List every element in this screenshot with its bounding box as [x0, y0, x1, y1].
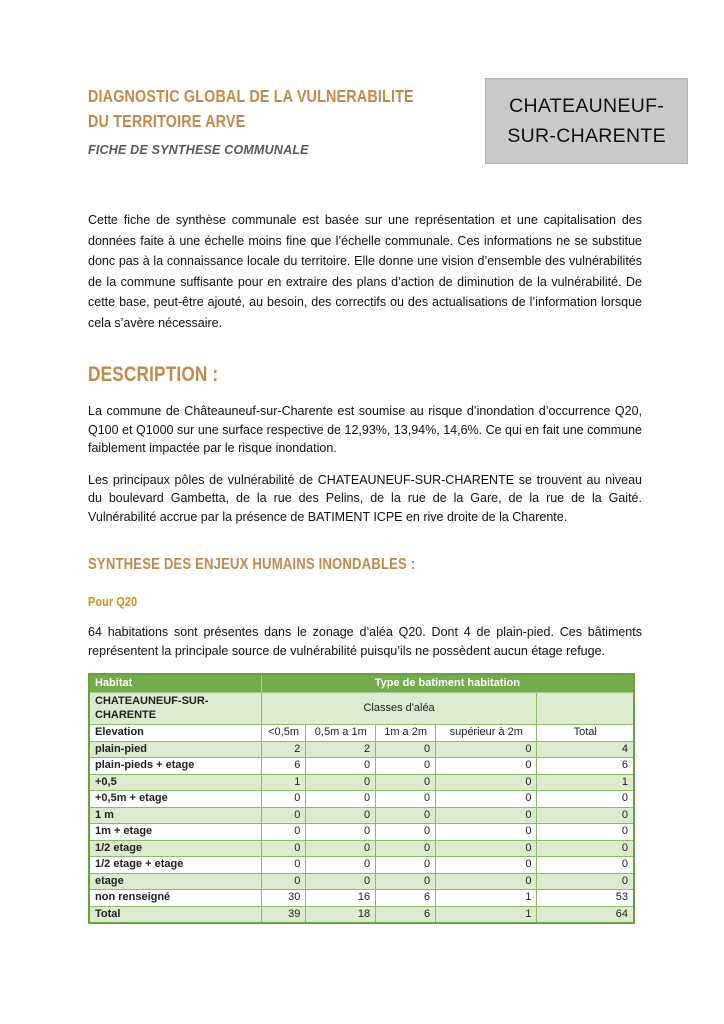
cell-value: 0 [537, 840, 634, 857]
cell-value: 64 [537, 906, 634, 923]
col-header-cell: supérieur à 2m [436, 725, 537, 742]
row-label: 1m + etage [89, 824, 261, 841]
table-row [89, 791, 634, 808]
cell-value: 0 [261, 840, 306, 857]
col-header-cell: 1m a 2m [376, 725, 436, 742]
cell-value: 0 [306, 774, 376, 791]
cell-value: 0 [261, 791, 306, 808]
commune-name-box: CHATEAUNEUF-SUR-CHARENTE [485, 78, 688, 164]
habitat-table-body [89, 674, 634, 923]
row-label: +0,5 [89, 774, 261, 791]
cell-value: 0 [261, 824, 306, 841]
empty-cell [537, 693, 634, 725]
synthese-heading [88, 556, 724, 574]
row-label: 1 m [89, 807, 261, 824]
cell-value: 0 [436, 758, 537, 775]
row-label: plain-pied [89, 741, 261, 758]
row-label: plain-pieds + etage [89, 758, 261, 775]
cell-value: 0 [376, 758, 436, 775]
row-label: non renseigné [89, 890, 261, 907]
cell-value: 0 [261, 857, 306, 874]
cell-value: 0 [436, 807, 537, 824]
cell-value: 0 [261, 873, 306, 890]
cell-value: 0 [376, 857, 436, 874]
document-title [88, 84, 414, 134]
habitat-table [88, 673, 635, 924]
cell-value: 0 [306, 857, 376, 874]
table-row [89, 758, 634, 775]
table-header-row [89, 674, 634, 693]
cell-value: 39 [261, 906, 306, 923]
col-header-cell: Total [537, 725, 634, 742]
cell-value: 0 [306, 873, 376, 890]
cell-value: 0 [436, 791, 537, 808]
cell-value: 0 [376, 791, 436, 808]
title-block [88, 78, 485, 157]
table-row [89, 906, 634, 923]
cell-value: 0 [436, 840, 537, 857]
cell-value: 1 [436, 906, 537, 923]
cell-value: 2 [306, 741, 376, 758]
cell-value: 0 [306, 824, 376, 841]
table-row [89, 741, 634, 758]
table-row [89, 807, 634, 824]
cell-value: 0 [306, 758, 376, 775]
cell-value: 0 [376, 774, 436, 791]
cell-value: 0 [436, 741, 537, 758]
description-paragraph-1: La commune de Châteauneuf-sur-Charente est soumise au risque d’inondation d’occurrence Q20, Q100 et Q1000 sur une surface respective de 12,93%, 13,94%, 14,6%. Ce qui en fait une commune faiblement impactée par le risque inondation. [88, 404, 642, 455]
cell-value: 0 [537, 824, 634, 841]
cell-value: 0 [436, 857, 537, 874]
col-header-cell: <0,5m [261, 725, 306, 742]
table-row [89, 824, 634, 841]
cell-value: 1 [261, 774, 306, 791]
row-label: +0,5m + etage [89, 791, 261, 808]
pour-q20-subheading [88, 594, 724, 609]
row-label: etage [89, 873, 261, 890]
cell-value: 0 [376, 873, 436, 890]
commune-row [89, 693, 634, 725]
cell-value: 16 [306, 890, 376, 907]
elevation-label-cell: Elevation [89, 725, 261, 742]
cell-value: 4 [537, 741, 634, 758]
cell-value: 0 [537, 857, 634, 874]
cell-value: 6 [261, 758, 306, 775]
cell-value: 0 [436, 873, 537, 890]
synthese-paragraph: 64 habitations sont présentes dans le zonage d’aléa Q20. Dont 4 de plain-pied. Ces bâtiments représentent la principale source de vulnérabilité puisqu’ils ne possèdent aucun étage refuge. [88, 625, 642, 658]
cell-value: 0 [436, 824, 537, 841]
classes-alea-cell: Classes d'aléa [261, 693, 537, 725]
cell-value: 0 [261, 807, 306, 824]
document-title-line1: DIAGNOSTIC GLOBAL DE LA VULNERABILITE [88, 86, 414, 106]
cell-value: 0 [376, 807, 436, 824]
cell-value: 0 [537, 807, 634, 824]
description-heading [88, 363, 724, 387]
cell-value: 6 [376, 906, 436, 923]
cell-value: 6 [537, 758, 634, 775]
document-title-line2: DU TERRITOIRE ARVE [88, 111, 246, 131]
table-row [89, 890, 634, 907]
cell-value: 6 [376, 890, 436, 907]
intro-paragraph: Cette fiche de synthèse communale est basée sur une représentation et une capitalisation des données faite à une échelle moins fine que l’échelle communale. Ces informations ne se substitue donc pas à la connaissance locale du territoire. Elle donne une vision d’ensemble des vulnérabilités de la commune suffisante pour en extraire des plans d’action de diminution de la vulnérabilité. De cette base, peut-être ajouté, au besoin, des correctifs ou des actualisations de l’information lorsque cela s’avère nécessaire. [88, 213, 642, 330]
table-row [89, 774, 634, 791]
cell-value: 0 [537, 873, 634, 890]
row-label: Total [89, 906, 261, 923]
cell-value: 0 [376, 840, 436, 857]
row-label: 1/2 etage [89, 840, 261, 857]
cell-value: 0 [306, 791, 376, 808]
commune-cell: CHATEAUNEUF-SUR-CHARENTE [89, 693, 261, 725]
synthese-heading-text: SYNTHESE DES ENJEUX HUMAINS INONDABLES : [88, 556, 416, 573]
cell-value: 0 [306, 840, 376, 857]
cell-value: 0 [376, 741, 436, 758]
cell-value: 53 [537, 890, 634, 907]
cell-value: 18 [306, 906, 376, 923]
page-header [0, 0, 724, 164]
cell-value: 2 [261, 741, 306, 758]
cell-value: 1 [537, 774, 634, 791]
cell-value: 0 [376, 824, 436, 841]
cell-value: 0 [436, 774, 537, 791]
document-subtitle: FICHE DE SYNTHESE COMMUNALE [88, 143, 309, 157]
description-heading-text: DESCRIPTION : [88, 363, 219, 386]
row-label: 1/2 etage + etage [89, 857, 261, 874]
description-paragraph-2: Les principaux pôles de vulnérabilité de CHATEAUNEUF-SUR-CHARENTE se trouvent au niveau du boulevard Gambetta, de la rue des Pelins, de la rue de la Gare, de la rue de la Gaité. Vulnérabilité accrue par la présence de BATIMENT ICPE en rive droite de la Charente. [88, 472, 642, 524]
cell-value: 0 [537, 791, 634, 808]
table-row [89, 840, 634, 857]
pour-q20-text: Pour Q20 [88, 594, 138, 609]
cell-value: 0 [306, 807, 376, 824]
cell-value: 30 [261, 890, 306, 907]
table-row [89, 857, 634, 874]
elevation-header-row [89, 725, 634, 742]
header-habitat-cell: Habitat [89, 674, 261, 693]
header-type-batiment-cell: Type de batiment habitation [261, 674, 634, 693]
col-header-cell: 0,5m a 1m [306, 725, 376, 742]
table-row [89, 873, 634, 890]
cell-value: 1 [436, 890, 537, 907]
